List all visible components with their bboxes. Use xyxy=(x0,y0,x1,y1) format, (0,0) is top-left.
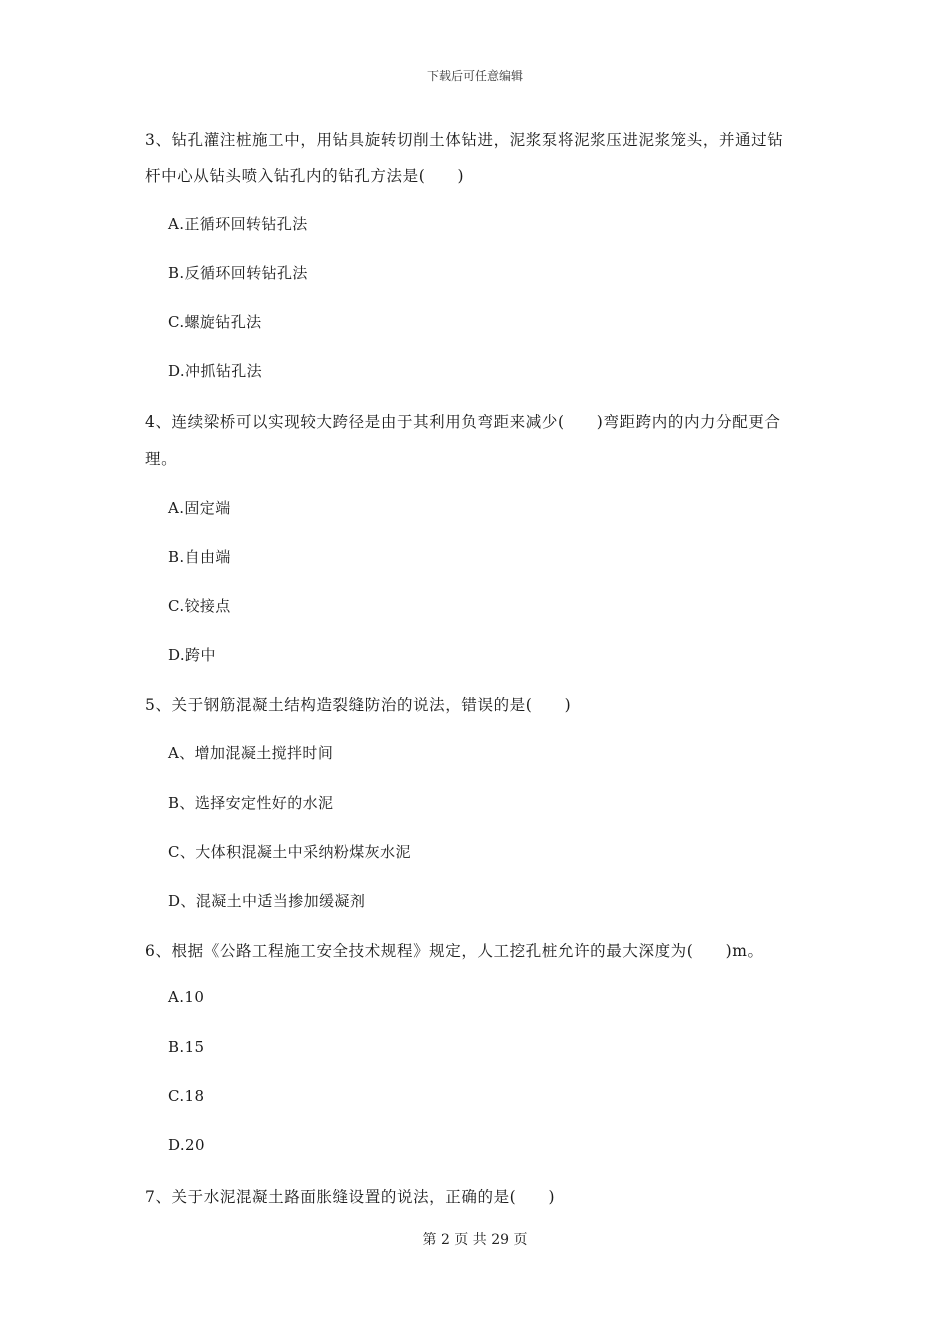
question-3-option-c: C.螺旋钻孔法 xyxy=(168,313,262,331)
question-3-text-line2: 杆中心从钻头喷入钻孔内的钻孔方法是( ) xyxy=(145,167,465,185)
question-6-option-d: D.20 xyxy=(168,1136,205,1154)
question-4-option-d: D.跨中 xyxy=(168,646,216,664)
question-6-option-c: C.18 xyxy=(168,1087,205,1105)
question-4-text-line1: 4、连续梁桥可以实现较大跨径是由于其利用负弯距来减少( )弯距跨内的内力分配更合 xyxy=(145,413,781,431)
question-5-option-b: B、选择安定性好的水泥 xyxy=(168,794,334,812)
question-5-option-a: A、增加混凝土搅拌时间 xyxy=(168,744,334,762)
question-6-text: 6、根据《公路工程施工安全技术规程》规定，人工挖孔桩允许的最大深度为( )m。 xyxy=(145,942,764,960)
question-4-text-line2: 理。 xyxy=(145,450,178,468)
question-4-option-c: C.铰接点 xyxy=(168,597,231,615)
question-5-text: 5、关于钢筋混凝土结构造裂缝防治的说法，错误的是( ) xyxy=(145,696,572,714)
question-6-option-a: A.10 xyxy=(168,988,205,1006)
question-6-option-b: B.15 xyxy=(168,1038,205,1056)
page-footer: 第 2 页 共 29 页 xyxy=(422,1232,528,1248)
question-5-option-d: D、混凝土中适当掺加缓凝剂 xyxy=(168,892,366,910)
question-7-text: 7、关于水泥混凝土路面胀缝设置的说法，正确的是( ) xyxy=(145,1188,556,1206)
question-3-text-line1: 3、钻孔灌注桩施工中，用钻具旋转切削土体钻进，泥浆泵将泥浆压进泥浆笼头，并通过钻 xyxy=(145,131,784,149)
page-header: 下载后可任意编辑 xyxy=(426,69,523,83)
question-5-option-c: C、大体积混凝土中采纳粉煤灰水泥 xyxy=(168,843,411,861)
question-3-option-d: D.冲抓钻孔法 xyxy=(168,362,263,380)
question-4-option-b: B.自由端 xyxy=(168,548,231,566)
question-4-option-a: A.固定端 xyxy=(168,499,231,517)
question-3-option-b: B.反循环回转钻孔法 xyxy=(168,264,308,282)
question-3-option-a: A.正循环回转钻孔法 xyxy=(168,215,308,233)
